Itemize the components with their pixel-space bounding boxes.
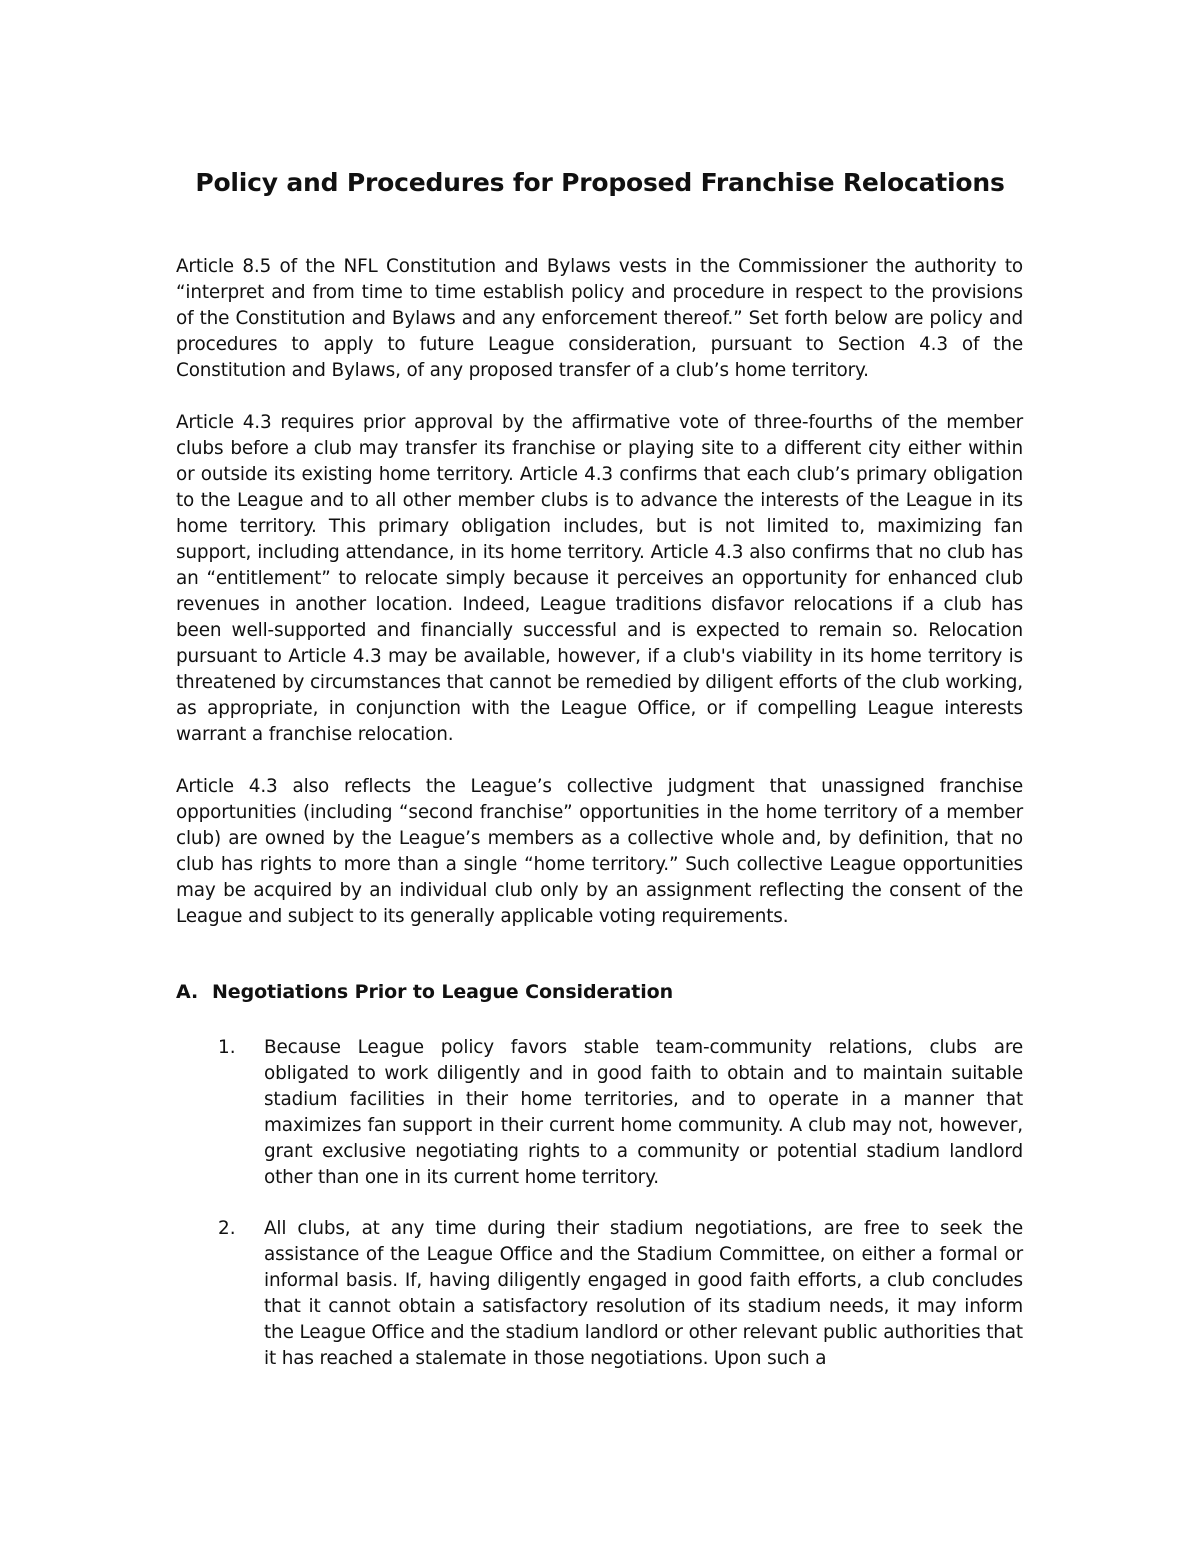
document-title: Policy and Procedures for Proposed Franchise Relocations xyxy=(195,168,1005,197)
collective-judgment-paragraph: Article 4.3 also reflects the League’s collective judgment that unassigned franchise opportunities (including “second franchise” opportunities in the home territory of a member club) are owned by the League’s members as a collective whole and, by definition, that no club has rights to more than a single “home territory.” Such collective League opportunities may be acquired by an individual club only by an assignment reflecting the consent of the League and subject to its generally applicable voting requirements. xyxy=(176,776,1023,927)
list-item-text: All clubs, at any time during their stadium negotiations, are free to seek the assistance of the League Office and the Stadium Committee, on either a formal or informal basis. If, having diligently engaged in good faith efforts, a club concludes that it cannot obtain a satisfactory resolution of its stadium needs, it may inform the League Office and the stadium landlord or other relevant public authorities that it has reached a stalemate in those negotiations. Upon such a xyxy=(264,1218,1023,1369)
list-item-text: Because League policy favors stable team-community relations, clubs are obligated to work diligently and in good faith to obtain and to maintain suitable stadium facilities in their home territories, and to operate in a manner that maximizes fan support in their current home community. A club may not, however, grant exclusive negotiating rights to a community or potential stadium landlord other than one in its current home territory. xyxy=(264,1037,1023,1188)
article-4-3-paragraph: Article 4.3 requires prior approval by the affirmative vote of three-fourths of the member clubs before a club may transfer its franchise or playing site to a different city either within or outside its existing home territory. Article 4.3 confirms that each club’s primary obligation to the League and to all other member clubs is to advance the interests of the League in its home territory. This primary obligation includes, but is not limited to, maximizing fan support, including attendance, in its home territory. Article 4.3 also confirms that no club has an “entitlement” to relocate simply because it perceives an opportunity for enhanced club revenues in another location. Indeed, League traditions disfavor relocations if a club has been well-supported and financially successful and is expected to remain so. Relocation pursuant to Article 4.3 may be available, however, if a club's viability in its home territory is threatened by circumstances that cannot be remedied by diligent efforts of the club working, as appropriate, in conjunction with the League Office, or if compelling League interests warrant a franchise relocation. xyxy=(176,412,1023,745)
section-a-heading xyxy=(176,981,673,1003)
list-item-number: 1. xyxy=(218,1037,236,1058)
section-a-letter: A. xyxy=(176,981,199,1003)
intro-paragraph: Article 8.5 of the NFL Constitution and Bylaws vests in the Commissioner the authority to “interpret and from time to time establish policy and procedure in respect to the provisions of the Constitution and Bylaws and any enforcement thereof.” Set forth below are policy and procedures to apply to future League consideration, pursuant to Section 4.3 of the Constitution and Bylaws, of any proposed transfer of a club’s home territory. xyxy=(176,256,1023,381)
list-item-number: 2. xyxy=(218,1218,236,1239)
list-item xyxy=(218,1216,1023,1372)
section-a-title: Negotiations Prior to League Consideration xyxy=(212,981,673,1003)
list-item xyxy=(218,1035,1023,1191)
